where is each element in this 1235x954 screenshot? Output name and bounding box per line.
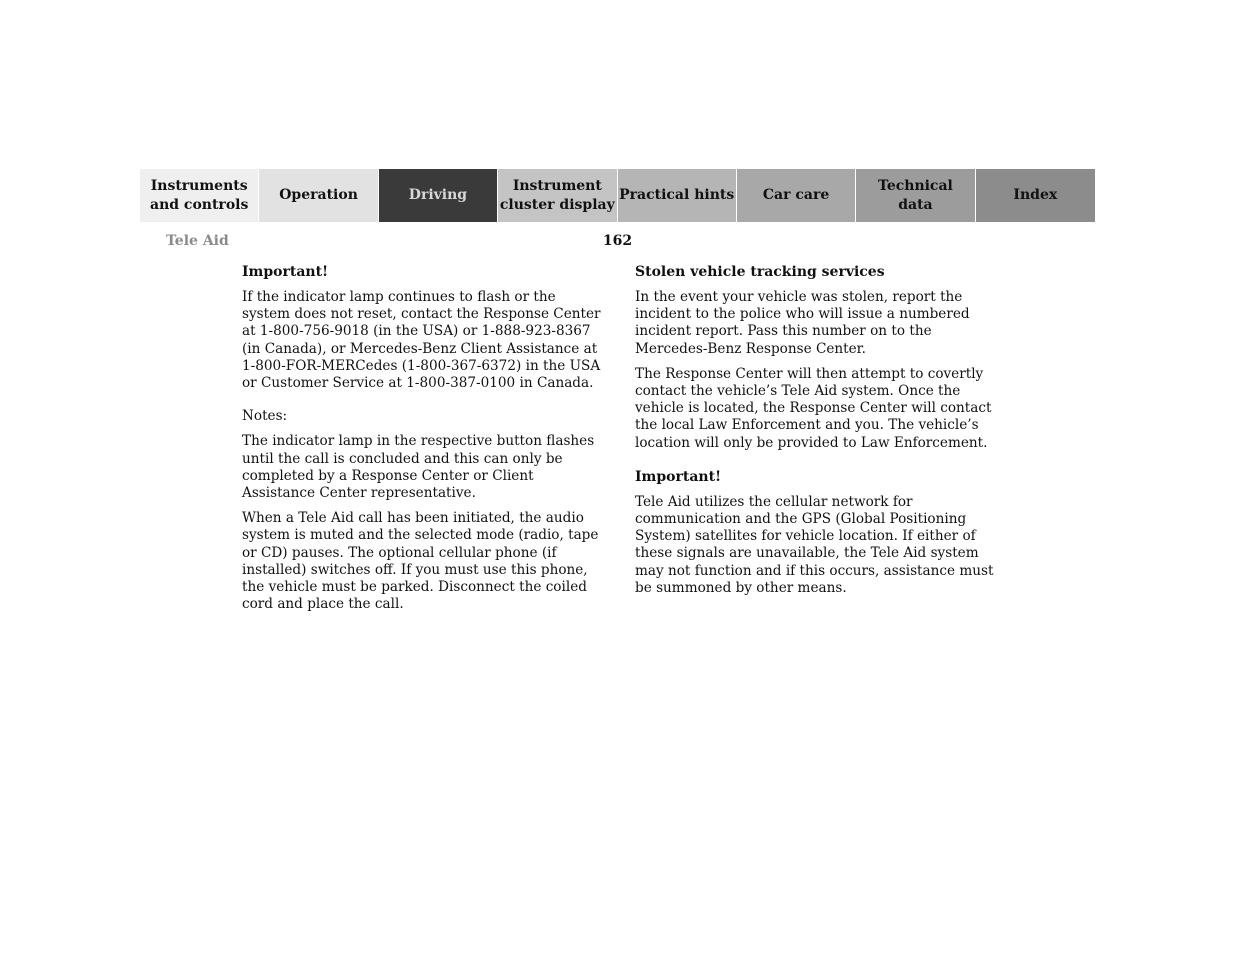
important-heading: Important! [242,264,329,280]
indicator-lamp-note: The indicator lamp in the respective button flashes until the call is concluded and this can only be completed by a Response Center or Client Assistance Center representative. [242,433,595,502]
response-center-paragraph: The Response Center will then attempt to covertly contact the vehicle’s Tele Aid system. Once the vehicle is located, the Response Center will contact the local Law Enforcement and you. The vehicle’s location will only be provided to Law Enforcement. [635,365,992,451]
tab-instrument-cluster-display[interactable]: Instrument cluster display [498,169,617,222]
tab-index[interactable]: Index [976,169,1095,222]
important-heading-2: Important! [635,468,722,485]
left-column [242,263,607,621]
stolen-vehicle-heading: Stolen vehicle tracking services [635,264,885,280]
notes-label: Notes: [242,408,288,425]
contact-paragraph: If the indicator lamp continues to flash or the system does not reset, contact the Response Center at 1-800-756-9018 (in the USA) or 1-888-923-8367 (in Canada), or Mercedes-Benz Client Assistance at 1-800-FOR-MERCedes (1-800-367-6372) in the USA or Customer Service at 1-800-387-0100 in Canada. [242,289,601,392]
right-column [635,263,1000,605]
report-incident-paragraph: In the event your vehicle was stolen, report the incident to the police who will issue a numbered incident report. Pass this number on to the Mercedes-Benz Response Center. [635,289,970,357]
audio-muted-note: When a Tele Aid call has been initiated, the audio system is muted and the selected mode (radio, tape or CD) pauses. The optional cellular phone (if installed) switches off. If you must use this phone, the vehicle must be parked. Disconnect the coiled cord and place the call. [242,510,599,613]
tab-practical-hints[interactable]: Practical hints [618,169,737,222]
tab-instruments-and-controls[interactable]: Instruments and controls [140,169,259,222]
section-title: Tele Aid [166,233,229,249]
tab-technical-data[interactable]: Technical data [856,169,975,222]
tab-driving[interactable]: Driving [379,169,498,222]
tab-operation[interactable]: Operation [259,169,378,222]
cellular-gps-paragraph: Tele Aid utilizes the cellular network for communication and the GPS (Global Positioning System) satellites for vehicle location. If either of these signals are unavailable, the Tele Aid system may not function and if this occurs, assistance must be summoned by other means. [635,493,994,596]
section-tab-bar [140,169,1095,222]
tab-car-care[interactable]: Car care [737,169,856,222]
page-number: 162 [602,233,633,249]
